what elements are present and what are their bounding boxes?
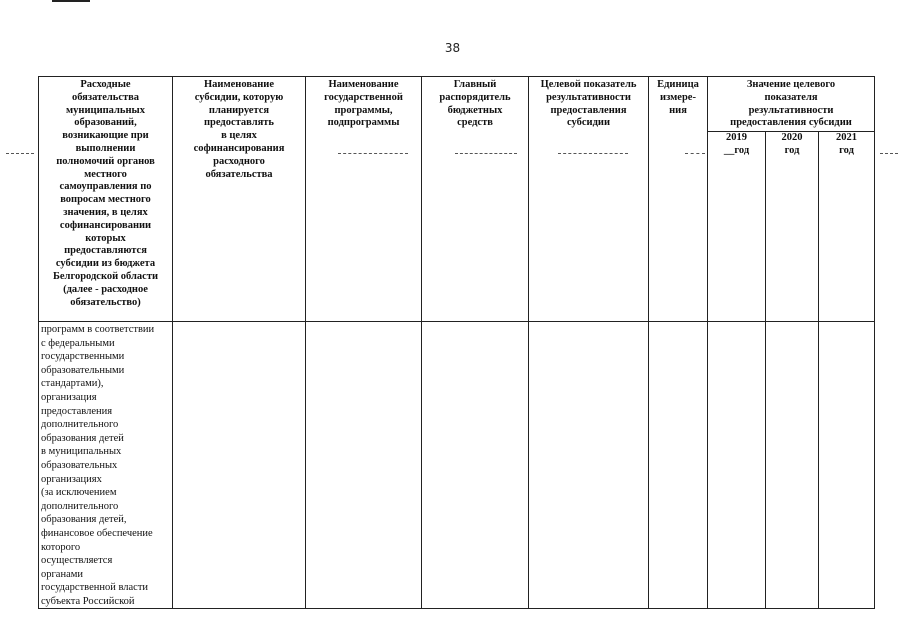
row-2019-cell <box>708 322 766 609</box>
subsidy-table <box>38 76 875 609</box>
header-subsidy-name: Наименование субсидии, которую планируется предоставлять в целях софинансирования расходного обязательства <box>173 77 306 322</box>
header-unit: Единица измере- ния <box>649 77 708 322</box>
scan-dash-col3 <box>338 153 408 154</box>
top-edge-mark <box>52 0 90 2</box>
header-target-value: Значение целевого показателя результативности предоставления субсидии <box>708 77 875 132</box>
scan-dash-col4 <box>455 153 517 154</box>
row-unit-cell <box>649 322 708 609</box>
row-indicator-cell <box>529 322 649 609</box>
header-program-name: Наименование государственной программы, подпрограммы <box>306 77 422 322</box>
header-expense-obligations: Расходные обязательства муниципальных образований, возникающие при выполнении полномочий органов местного самоуправления по вопросам местного значения, в целях софинансировании которых предоставляются субсидии из бюджета Белгородской области (далее - расходное обязательство) <box>39 77 173 322</box>
header-chief-administrator: Главный распорядитель бюджетных средств <box>422 77 529 322</box>
scan-dash-col5 <box>558 153 628 154</box>
row-administrator-cell <box>422 322 529 609</box>
scan-dash-right <box>880 153 898 154</box>
header-year-2021: 2021 год <box>819 132 875 322</box>
row-program-cell <box>306 322 422 609</box>
scan-dash-left <box>6 153 34 154</box>
page-number: 38 <box>444 41 461 55</box>
header-year-2019: 2019 __год <box>708 132 766 322</box>
scan-dash-col6 <box>685 153 705 154</box>
header-year-2020: 2020 год <box>766 132 819 322</box>
row-2020-cell <box>766 322 819 609</box>
header-target-indicator: Целевой показатель результативности предоставления субсидии <box>529 77 649 322</box>
row-expense-obligation-text: программ в соответствии с федеральными государственными образовательными стандартами), организация предоставления дополнительного образования детей в муниципальных образовательных организациях (за исключением дополнительного образования детей, финансовое обеспечение которого осуществляется органами государственной власти субъекта Российской <box>39 322 173 609</box>
row-2021-cell <box>819 322 875 609</box>
row-subsidy-cell <box>173 322 306 609</box>
